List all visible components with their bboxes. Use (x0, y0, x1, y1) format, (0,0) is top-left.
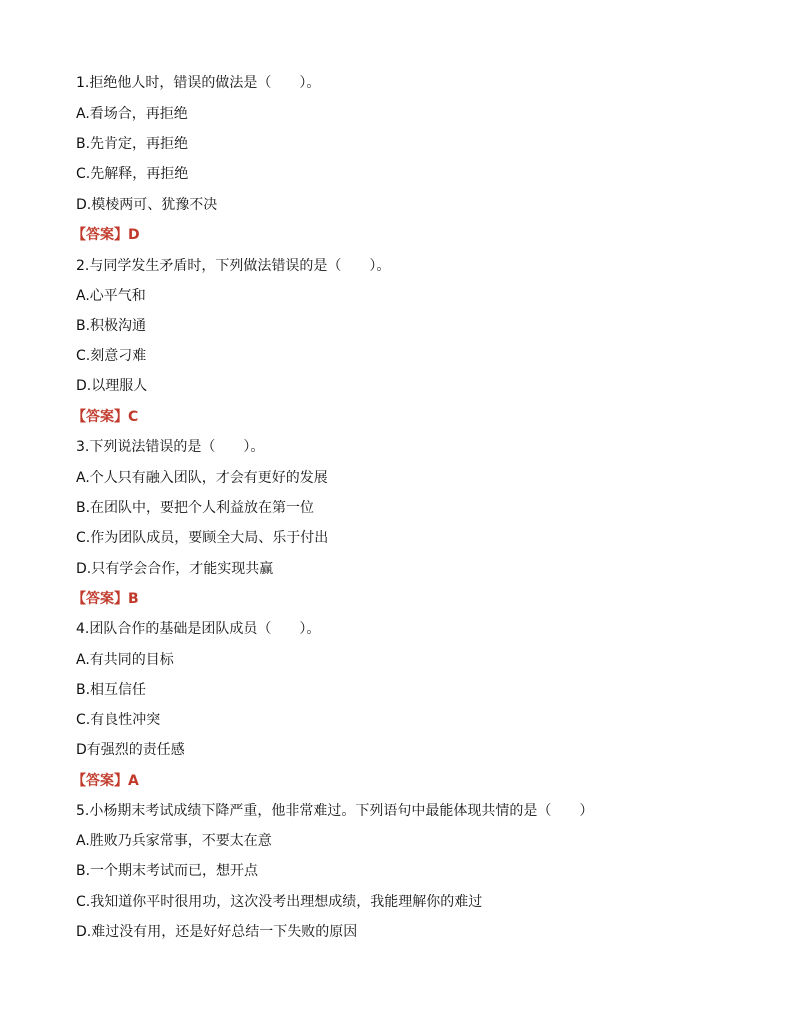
question-5-option-b: B.一个期末考试而已，想开点 (76, 863, 259, 879)
question-3-option-c: C.作为团队成员，要顾全大局、乐于付出 (76, 530, 329, 546)
question-3-stem: 3.下列说法错误的是（ ）。 (76, 439, 265, 455)
question-3-answer: 【答案】B (72, 591, 139, 607)
question-1-stem: 1.拒绝他人时，错误的做法是（ ）。 (76, 75, 321, 91)
question-5-option-d: D.难过没有用，还是好好总结一下失败的原因 (76, 924, 358, 940)
question-4-option-a: A.有共同的目标 (76, 652, 174, 668)
question-2-option-d: D.以理服人 (76, 378, 148, 394)
question-2-stem: 2.与同学发生矛盾时，下列做法错误的是（ ）。 (76, 258, 391, 274)
question-1-option-a: A.看场合，再拒绝 (76, 106, 188, 122)
question-3-option-b: B.在团队中，要把个人利益放在第一位 (76, 500, 315, 516)
question-4-answer: 【答案】A (72, 773, 139, 789)
question-2-option-c: C.刻意刁难 (76, 348, 147, 364)
question-2-option-b: B.积极沟通 (76, 318, 147, 334)
question-2-answer: 【答案】C (72, 409, 139, 425)
question-1-option-d: D.模棱两可、犹豫不决 (76, 197, 218, 213)
question-4-option-c: C.有良性冲突 (76, 712, 161, 728)
question-5-stem: 5.小杨期末考试成绩下降严重，他非常难过。下列语句中最能体现共情的是（ ） (76, 803, 594, 819)
question-4-option-d: D有强烈的责任感 (76, 742, 185, 758)
question-5-option-a: A.胜败乃兵家常事，不要太在意 (76, 833, 272, 849)
question-1-option-c: C.先解释，再拒绝 (76, 166, 189, 182)
question-4-option-b: B.相互信任 (76, 682, 147, 698)
question-5-option-c: C.我知道你平时很用功，这次没考出理想成绩，我能理解你的难过 (76, 894, 483, 910)
question-1-option-b: B.先肯定，再拒绝 (76, 136, 189, 152)
question-1-answer: 【答案】D (72, 227, 140, 243)
question-3-option-a: A.个人只有融入团队，才会有更好的发展 (76, 470, 328, 486)
question-2-option-a: A.心平气和 (76, 288, 146, 304)
question-3-option-d: D.只有学会合作，才能实现共赢 (76, 561, 274, 577)
question-4-stem: 4.团队合作的基础是团队成员（ ）。 (76, 621, 321, 637)
